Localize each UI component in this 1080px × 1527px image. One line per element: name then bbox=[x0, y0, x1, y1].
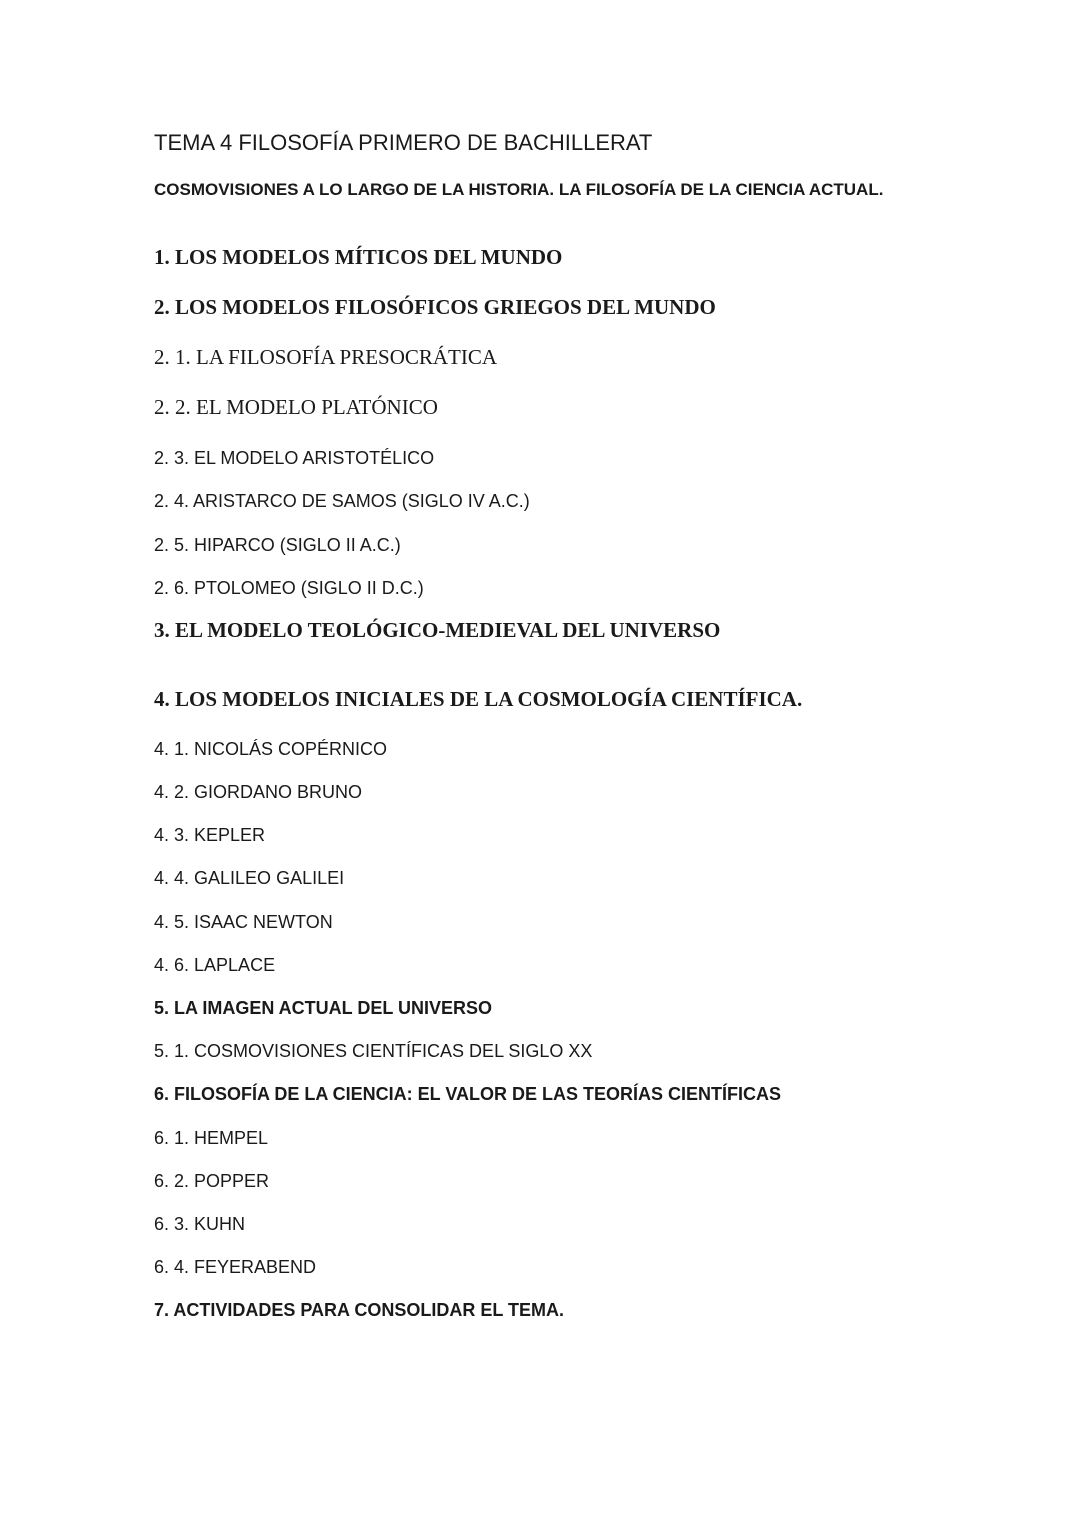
toc-section-3: 3. EL MODELO TEOLÓGICO-MEDIEVAL DEL UNIVERSO bbox=[154, 618, 721, 642]
toc-section-2: 2. LOS MODELOS FILOSÓFICOS GRIEGOS DEL MUNDO bbox=[154, 295, 716, 319]
toc-subsection-4-3: 4. 3. KEPLER bbox=[154, 825, 266, 845]
toc-subsection-2-4: 2. 4. ARISTARCO DE SAMOS (SIGLO IV A.C.) bbox=[154, 491, 530, 511]
toc-section-4: 4. LOS MODELOS INICIALES DE LA COSMOLOGÍA CIENTÍFICA. bbox=[154, 687, 803, 711]
toc-section-5: 5. LA IMAGEN ACTUAL DEL UNIVERSO bbox=[154, 998, 493, 1018]
toc-subsection-5-1: 5. 1. COSMOVISIONES CIENTÍFICAS DEL SIGLO XX bbox=[154, 1041, 593, 1061]
document-title: TEMA 4 FILOSOFÍA PRIMERO DE BACHILLERAT bbox=[154, 130, 653, 155]
toc-subsection-6-4: 6. 4. FEYERABEND bbox=[154, 1257, 317, 1277]
toc-section-7: 7. ACTIVIDADES PARA CONSOLIDAR EL TEMA. bbox=[154, 1300, 565, 1320]
toc-subsection-2-6: 2. 6. PTOLOMEO (SIGLO II D.C.) bbox=[154, 578, 424, 598]
toc-subsection-4-6: 4. 6. LAPLACE bbox=[154, 955, 276, 975]
toc-subsection-2-2: 2. 2. EL MODELO PLATÓNICO bbox=[154, 395, 438, 419]
document-subtitle: COSMOVISIONES A LO LARGO DE LA HISTORIA. LA FILOSOFÍA DE LA CIENCIA ACTUAL. bbox=[154, 180, 884, 199]
toc-subsection-6-3: 6. 3. KUHN bbox=[154, 1214, 246, 1234]
toc-subsection-2-1: 2. 1. LA FILOSOFÍA PRESOCRÁTICA bbox=[154, 345, 498, 369]
toc-subsection-6-2: 6. 2. POPPER bbox=[154, 1171, 270, 1191]
toc-subsection-2-5: 2. 5. HIPARCO (SIGLO II A.C.) bbox=[154, 535, 401, 555]
toc-subsection-4-4: 4. 4. GALILEO GALILEI bbox=[154, 868, 345, 888]
toc-subsection-4-2: 4. 2. GIORDANO BRUNO bbox=[154, 782, 363, 802]
toc-subsection-4-1: 4. 1. NICOLÁS COPÉRNICO bbox=[154, 739, 388, 759]
toc-subsection-6-1: 6. 1. HEMPEL bbox=[154, 1128, 269, 1148]
toc-subsection-2-3: 2. 3. EL MODELO ARISTOTÉLICO bbox=[154, 448, 435, 468]
toc-section-6: 6. FILOSOFÍA DE LA CIENCIA: EL VALOR DE LAS TEORÍAS CIENTÍFICAS bbox=[154, 1084, 782, 1104]
toc-subsection-4-5: 4. 5. ISAAC NEWTON bbox=[154, 912, 333, 932]
toc-section-1: 1. LOS MODELOS MÍTICOS DEL MUNDO bbox=[154, 245, 563, 269]
